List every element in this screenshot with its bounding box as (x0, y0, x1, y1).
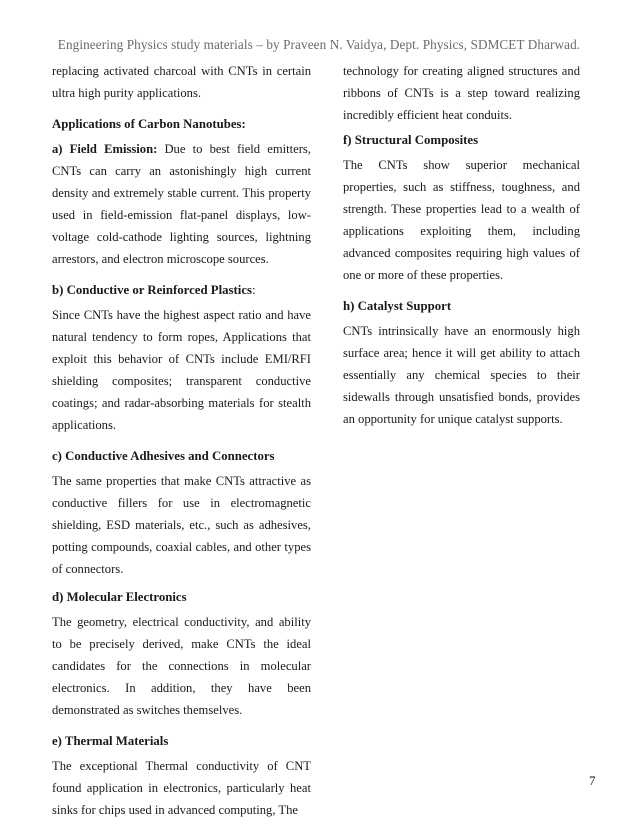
left-column (52, 60, 311, 821)
adhesives-connectors-body: The same properties that make CNTs attractive as conductive fillers for use in electromagnetic shielding, ESD materials, etc., such as adhesives, potting compounds, coaxial cables, and other types of connectors. (52, 474, 311, 576)
thermal-continuation-paragraph: technology for creating aligned structures and ribbons of CNTs is a step toward realizing incredibly efficient heat conduits. (343, 64, 580, 122)
thermal-materials-heading: e) Thermal Materials (52, 734, 169, 748)
catalyst-support-heading: h) Catalyst Support (343, 299, 452, 313)
molecular-electronics-body: The geometry, electrical conductivity, and ability to be precisely derived, make CNTs the ideal candidates for the connections in molecular electronics. In addition, they have been demonstrated as switches themselves. (52, 615, 311, 717)
catalyst-support-body: CNTs intrinsically have an enormously high surface area; hence it will get ability to attach essentially any chemical species to their sidewalls through unsatisfied bonds, provides an opportunity for unique catalyst supports. (343, 324, 580, 426)
thermal-materials-body: The exceptional Thermal conductivity of CNT found application in electronics, particularly heat sinks for chips used in advanced computing, The (52, 759, 311, 817)
conductive-plastics-colon: : (252, 283, 256, 297)
structural-composites-heading: f) Structural Composites (343, 133, 479, 147)
molecular-electronics-heading: d) Molecular Electronics (52, 590, 187, 604)
field-emission-body: Due to best field emitters, CNTs can carry an astonishingly high current density and extremely stable current. This property used in field-emission flat-panel displays, low-voltage cold-cathode lighting sources, lightning arrestors, and electron microscope sources. (52, 142, 311, 266)
page-number: 7 (589, 773, 596, 788)
field-emission-heading: a) Field Emission: (52, 142, 158, 156)
field-emission-paragraph (52, 138, 311, 270)
conductive-plastics-body: Since CNTs have the highest aspect ratio and have natural tendency to form ropes, Applications that exploit this behavior of CNTs include EMI/RFI shielding composites; transparent conductive coatings; and radar-absorbing materials for stealth applications. (52, 308, 311, 432)
conductive-plastics-heading: b) Conductive or Reinforced Plastics (52, 283, 252, 297)
adhesives-connectors-heading: c) Conductive Adhesives and Connectors (52, 449, 275, 463)
conductive-plastics-heading-line (52, 279, 311, 301)
right-column (343, 60, 580, 430)
running-header: Engineering Physics study materials – by Praveen N. Vaidya, Dept. Physics, SDMCET Dharwad. (57, 37, 581, 52)
intro-paragraph: replacing activated charcoal with CNTs in certain ultra high purity applications. (52, 64, 311, 100)
section-title: Applications of Carbon Nanotubes: (52, 117, 246, 131)
structural-composites-body: The CNTs show superior mechanical properties, such as stiffness, toughness, and strength. These properties lead to a wealth of applications exploiting them, including advanced composites requiring high values of one or more of these properties. (343, 158, 580, 282)
